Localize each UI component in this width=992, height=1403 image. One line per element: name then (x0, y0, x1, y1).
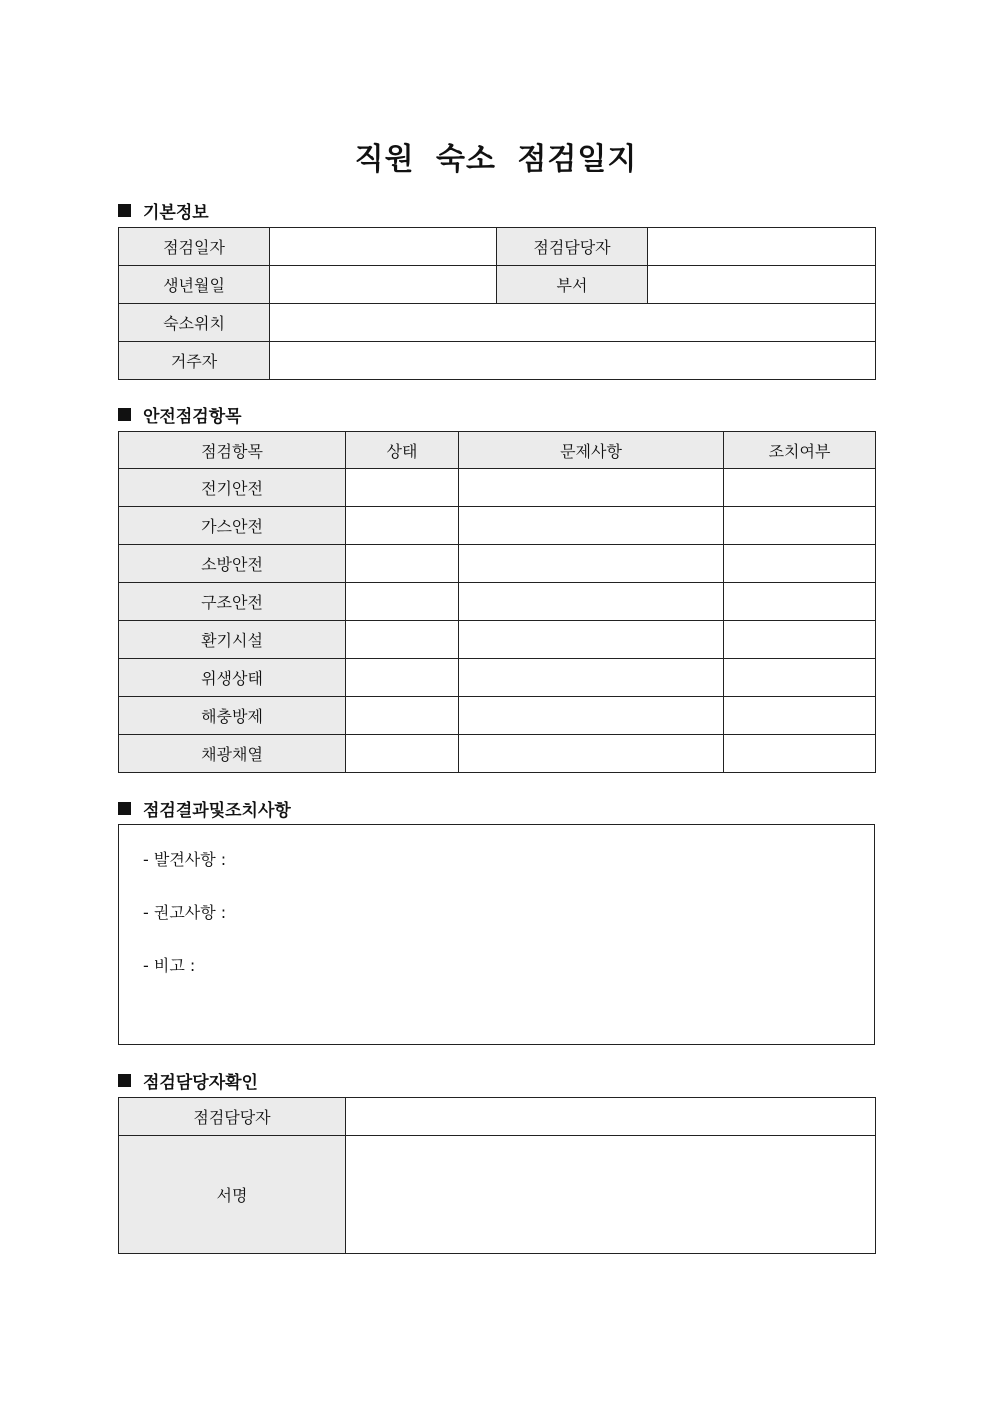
remarks-line: - 비고 : (143, 956, 196, 975)
inspection-date-label: 점검일자 (119, 228, 270, 266)
action-cell[interactable] (724, 697, 876, 735)
action-cell[interactable] (724, 469, 876, 507)
check-item-label: 해충방제 (119, 697, 346, 735)
confirm-inspector-field[interactable] (346, 1098, 876, 1136)
table-row (119, 697, 876, 735)
resident-field[interactable] (270, 342, 876, 380)
square-bullet-icon (118, 204, 131, 217)
square-bullet-icon (118, 1074, 131, 1087)
table-row (119, 545, 876, 583)
column-header-status: 상태 (346, 432, 459, 469)
section-heading-confirm (118, 1068, 258, 1092)
issue-cell[interactable] (459, 621, 724, 659)
table-row (119, 621, 876, 659)
action-cell[interactable] (724, 621, 876, 659)
inspector-field[interactable] (648, 228, 876, 266)
check-item-label: 환기시설 (119, 621, 346, 659)
column-header-issue: 문제사항 (459, 432, 724, 469)
confirm-inspector-label: 점검담당자 (119, 1098, 346, 1136)
section-title: 점검결과및조치사항 (143, 800, 291, 821)
square-bullet-icon (118, 408, 131, 421)
check-item-label: 전기안전 (119, 469, 346, 507)
resident-label: 거주자 (119, 342, 270, 380)
findings-line: - 발견사항 : (143, 850, 227, 869)
department-field[interactable] (648, 266, 876, 304)
issue-cell[interactable] (459, 545, 724, 583)
signature-field[interactable] (346, 1136, 876, 1254)
department-label: 부서 (497, 266, 648, 304)
section-heading-result (118, 796, 291, 820)
issue-cell[interactable] (459, 583, 724, 621)
status-cell[interactable] (346, 659, 459, 697)
inspector-label: 점검담당자 (497, 228, 648, 266)
location-field[interactable] (270, 304, 876, 342)
section-title: 기본정보 (143, 202, 209, 223)
safety-check-table (118, 431, 876, 773)
action-cell[interactable] (724, 545, 876, 583)
table-row (119, 735, 876, 773)
status-cell[interactable] (346, 697, 459, 735)
issue-cell[interactable] (459, 507, 724, 545)
issue-cell[interactable] (459, 659, 724, 697)
action-cell[interactable] (724, 507, 876, 545)
basic-info-table (118, 227, 876, 380)
check-item-label: 위생상태 (119, 659, 346, 697)
signature-label: 서명 (119, 1136, 346, 1254)
status-cell[interactable] (346, 621, 459, 659)
check-item-label: 가스안전 (119, 507, 346, 545)
status-cell[interactable] (346, 469, 459, 507)
result-notes-box[interactable] (118, 824, 875, 1045)
issue-cell[interactable] (459, 735, 724, 773)
check-item-label: 소방안전 (119, 545, 346, 583)
document-title: 직원 숙소 점검일지 (354, 142, 638, 177)
table-row (119, 507, 876, 545)
check-item-label: 채광채열 (119, 735, 346, 773)
issue-cell[interactable] (459, 697, 724, 735)
column-header-action: 조치여부 (724, 432, 876, 469)
section-heading-basic (118, 198, 209, 222)
check-item-label: 구조안전 (119, 583, 346, 621)
inspection-date-field[interactable] (270, 228, 497, 266)
section-title: 점검담당자확인 (143, 1072, 258, 1093)
section-heading-safety (118, 402, 242, 426)
column-header-item: 점검항목 (119, 432, 346, 469)
recommendations-line: - 권고사항 : (143, 903, 227, 922)
table-row (119, 469, 876, 507)
status-cell[interactable] (346, 583, 459, 621)
status-cell[interactable] (346, 545, 459, 583)
action-cell[interactable] (724, 735, 876, 773)
status-cell[interactable] (346, 507, 459, 545)
table-row (119, 659, 876, 697)
section-title: 안전점검항목 (143, 406, 242, 427)
table-row (119, 583, 876, 621)
action-cell[interactable] (724, 583, 876, 621)
birth-date-field[interactable] (270, 266, 497, 304)
location-label: 숙소위치 (119, 304, 270, 342)
issue-cell[interactable] (459, 469, 724, 507)
status-cell[interactable] (346, 735, 459, 773)
birth-date-label: 생년월일 (119, 266, 270, 304)
square-bullet-icon (118, 802, 131, 815)
confirmation-table (118, 1097, 876, 1254)
action-cell[interactable] (724, 659, 876, 697)
